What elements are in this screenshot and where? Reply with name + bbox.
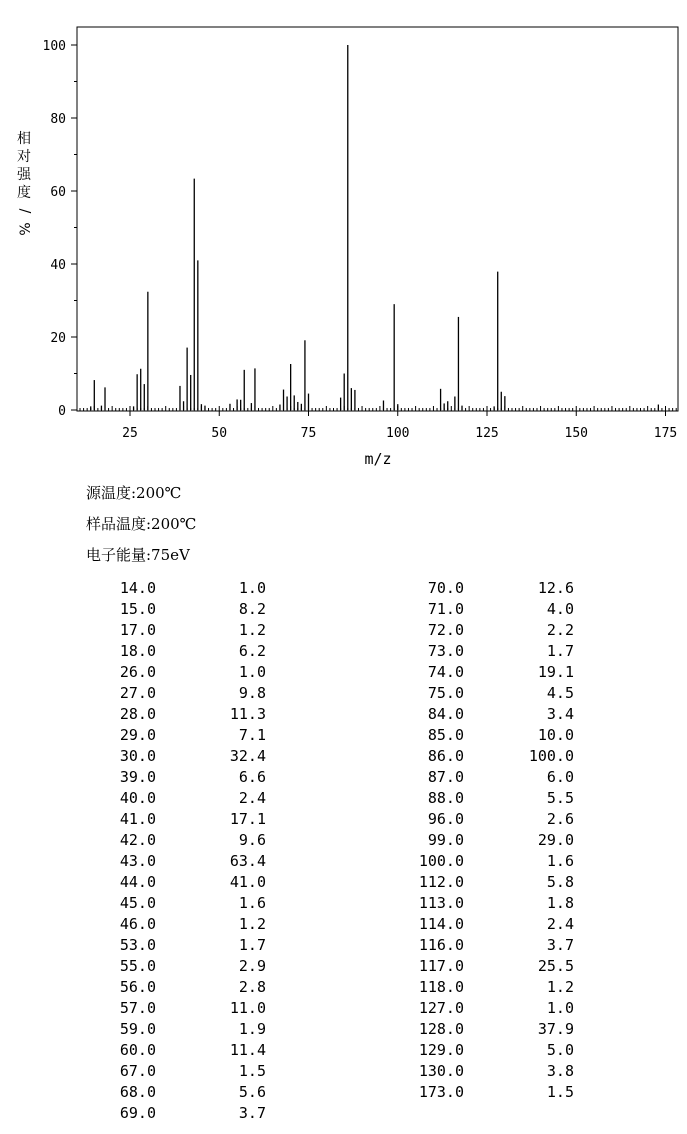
- peak-intensity: 19.1: [537, 663, 574, 681]
- peak-mz: 99.0: [427, 831, 464, 849]
- peak-row: [384, 788, 584, 809]
- peak-row: [384, 998, 584, 1019]
- peak-intensity: 10.0: [537, 726, 574, 744]
- peak-intensity: 4.0: [546, 600, 574, 618]
- peak-intensity: 2.8: [238, 978, 266, 996]
- peak-mz: 41.0: [119, 810, 156, 828]
- peak-intensity: 25.5: [537, 957, 574, 975]
- peak-intensity: 1.6: [546, 852, 574, 870]
- peak-intensity: 2.2: [546, 621, 574, 639]
- peak-row: [76, 893, 276, 914]
- peak-row: [384, 935, 584, 956]
- peak-row: [384, 977, 584, 998]
- peak-mz: 130.0: [418, 1062, 464, 1080]
- peak-mz: 113.0: [418, 894, 464, 912]
- y-tick-label: 20: [50, 331, 66, 346]
- y-label-char: 相: [17, 131, 31, 147]
- peak-mz: 15.0: [119, 600, 156, 618]
- peak-mz: 118.0: [418, 978, 464, 996]
- peak-mz: 74.0: [427, 663, 464, 681]
- peak-mz: 86.0: [427, 747, 464, 765]
- x-tick-label: 50: [211, 426, 228, 441]
- peak-intensity: 100.0: [528, 747, 574, 765]
- peak-mz: 26.0: [119, 663, 156, 681]
- peak-row: [76, 704, 276, 725]
- peak-row: [384, 1019, 584, 1040]
- peak-intensity: 1.0: [238, 663, 266, 681]
- peak-intensity: 1.5: [238, 1062, 266, 1080]
- y-label-char: 对: [17, 149, 31, 165]
- y-label-char: 度: [17, 185, 31, 201]
- x-tick-label: 175: [653, 426, 678, 441]
- peak-mz: 17.0: [119, 621, 156, 639]
- y-axis-label: [14, 130, 34, 238]
- peak-mz: 88.0: [427, 789, 464, 807]
- x-tick-label: 150: [564, 426, 588, 441]
- peak-row: [76, 620, 276, 641]
- y-tick-label: 40: [50, 258, 66, 273]
- peak-intensity: 1.7: [238, 936, 266, 954]
- peak-intensity: 2.9: [238, 957, 266, 975]
- peak-mz: 46.0: [119, 915, 156, 933]
- peak-mz: 39.0: [119, 768, 156, 786]
- x-axis-label: m/z: [364, 450, 392, 468]
- peak-row: [76, 662, 276, 683]
- peak-mz: 44.0: [119, 873, 156, 891]
- peak-mz: 75.0: [427, 684, 464, 702]
- x-tick-label: 25: [122, 426, 138, 441]
- peak-mz: 85.0: [427, 726, 464, 744]
- peak-row: [384, 704, 584, 725]
- peak-row: [76, 956, 276, 977]
- peak-intensity: 63.4: [229, 852, 266, 870]
- peak-intensity: 1.5: [546, 1083, 574, 1101]
- peak-intensity: 29.0: [537, 831, 574, 849]
- peak-mz: 69.0: [119, 1104, 156, 1122]
- peak-mz: 59.0: [119, 1020, 156, 1038]
- peak-mz: 57.0: [119, 999, 156, 1017]
- peak-intensity: 1.9: [238, 1020, 266, 1038]
- peak-row: [384, 809, 584, 830]
- peak-mz: 29.0: [119, 726, 156, 744]
- peak-intensity: 1.2: [238, 915, 266, 933]
- peak-intensity: 3.8: [546, 1062, 574, 1080]
- x-tick-label: 100: [386, 426, 410, 441]
- peak-row: [384, 1082, 584, 1103]
- peak-intensity: 12.6: [537, 579, 574, 597]
- peak-row: [76, 872, 276, 893]
- peak-row: [384, 1040, 584, 1061]
- peak-intensity: 11.0: [229, 999, 266, 1017]
- peak-intensity: 1.0: [238, 579, 266, 597]
- peak-intensity: 5.5: [546, 789, 574, 807]
- peak-row: [76, 1061, 276, 1082]
- peak-intensity: 2.4: [546, 915, 574, 933]
- peak-mz: 18.0: [119, 642, 156, 660]
- peak-row: [76, 683, 276, 704]
- peak-intensity: 9.8: [238, 684, 266, 702]
- peak-mz: 117.0: [418, 957, 464, 975]
- peak-mz: 84.0: [427, 705, 464, 723]
- peak-row: [384, 914, 584, 935]
- peak-row: [384, 851, 584, 872]
- peak-intensity: 5.6: [238, 1083, 266, 1101]
- peak-row: [384, 1061, 584, 1082]
- peak-intensity: 37.9: [537, 1020, 574, 1038]
- peak-intensity: 32.4: [229, 747, 266, 765]
- peak-intensity: 41.0: [229, 873, 266, 891]
- y-label-char: 强: [17, 167, 31, 183]
- peak-intensity: 5.0: [546, 1041, 574, 1059]
- peak-row: [76, 830, 276, 851]
- peak-row: [76, 767, 276, 788]
- peak-row: [76, 935, 276, 956]
- peak-row: [384, 830, 584, 851]
- peak-row: [384, 956, 584, 977]
- peak-row: [76, 977, 276, 998]
- peak-intensity: 9.6: [238, 831, 266, 849]
- peak-mz: 28.0: [119, 705, 156, 723]
- peak-mz: 60.0: [119, 1041, 156, 1059]
- x-minor-ticks: [80, 406, 676, 411]
- peak-table-right: [384, 578, 584, 1103]
- peak-mz: 116.0: [418, 936, 464, 954]
- peak-row: [76, 1082, 276, 1103]
- sample-temperature: 样品温度:200℃: [86, 515, 197, 533]
- peak-row: [384, 725, 584, 746]
- peak-intensity: 3.7: [238, 1104, 266, 1122]
- peak-intensity: 8.2: [238, 600, 266, 618]
- peak-mz: 30.0: [119, 747, 156, 765]
- peak-row: [384, 746, 584, 767]
- y-label-char: %: [16, 222, 32, 236]
- peak-mz: 45.0: [119, 894, 156, 912]
- peak-mz: 112.0: [418, 873, 464, 891]
- peak-intensity: 6.0: [546, 768, 574, 786]
- peak-intensity: 11.4: [229, 1041, 266, 1059]
- peak-mz: 14.0: [119, 579, 156, 597]
- peak-mz: 72.0: [427, 621, 464, 639]
- peak-intensity: 2.6: [546, 810, 574, 828]
- peak-intensity: 7.1: [238, 726, 266, 744]
- plot-frame: [77, 27, 678, 411]
- peak-intensity: 1.0: [546, 999, 574, 1017]
- peak-intensity: 6.6: [238, 768, 266, 786]
- electron-energy: 电子能量:75eV: [86, 546, 190, 564]
- y-axis-ticks: [43, 39, 77, 419]
- peak-row: [384, 767, 584, 788]
- peak-row: [76, 914, 276, 935]
- peak-intensity: 1.2: [238, 621, 266, 639]
- y-tick-label: 80: [50, 112, 66, 127]
- peak-intensity: 1.2: [546, 978, 574, 996]
- y-tick-label: 100: [42, 39, 66, 54]
- peak-mz: 40.0: [119, 789, 156, 807]
- peak-row: [384, 662, 584, 683]
- peak-row: [76, 641, 276, 662]
- peak-intensity: 2.4: [238, 789, 266, 807]
- mass-spectrum-chart: [0, 0, 687, 475]
- peak-intensity: 4.5: [546, 684, 574, 702]
- peak-row: [384, 683, 584, 704]
- x-tick-label: 125: [475, 426, 499, 441]
- peak-intensity: 6.2: [238, 642, 266, 660]
- peak-mz: 96.0: [427, 810, 464, 828]
- peak-intensity: 3.4: [546, 705, 574, 723]
- y-tick-label: 0: [58, 404, 66, 419]
- peak-row: [76, 746, 276, 767]
- peak-mz: 100.0: [418, 852, 464, 870]
- peak-intensity: 1.6: [238, 894, 266, 912]
- peak-intensity: 1.7: [546, 642, 574, 660]
- peak-mz: 73.0: [427, 642, 464, 660]
- peak-row: [76, 1103, 276, 1124]
- peak-bars: [91, 45, 659, 410]
- peak-row: [76, 788, 276, 809]
- peak-mz: 43.0: [119, 852, 156, 870]
- peak-mz: 68.0: [119, 1083, 156, 1101]
- peak-row: [384, 599, 584, 620]
- peak-intensity: 3.7: [546, 936, 574, 954]
- y-tick-label: 60: [50, 185, 66, 200]
- peak-row: [384, 641, 584, 662]
- y-label-char: /: [16, 208, 32, 214]
- peak-row: [76, 1040, 276, 1061]
- peak-intensity: 11.3: [229, 705, 266, 723]
- peak-row: [76, 578, 276, 599]
- peak-row: [384, 893, 584, 914]
- peak-mz: 127.0: [418, 999, 464, 1017]
- peak-row: [76, 851, 276, 872]
- peak-mz: 27.0: [119, 684, 156, 702]
- source-temperature: 源温度:200℃: [86, 484, 182, 502]
- peak-mz: 173.0: [418, 1083, 464, 1101]
- peak-mz: 56.0: [119, 978, 156, 996]
- peak-row: [384, 620, 584, 641]
- peak-intensity: 5.8: [546, 873, 574, 891]
- peak-mz: 42.0: [119, 831, 156, 849]
- peak-row: [76, 998, 276, 1019]
- peak-table-left: [76, 578, 276, 1124]
- peak-intensity: 1.8: [546, 894, 574, 912]
- peak-row: [76, 599, 276, 620]
- peak-mz: 114.0: [418, 915, 464, 933]
- peak-mz: 53.0: [119, 936, 156, 954]
- peak-mz: 129.0: [418, 1041, 464, 1059]
- peak-mz: 128.0: [418, 1020, 464, 1038]
- peak-mz: 70.0: [427, 579, 464, 597]
- peak-row: [76, 725, 276, 746]
- x-axis-ticks: [122, 411, 677, 441]
- peak-row: [76, 809, 276, 830]
- peak-mz: 87.0: [427, 768, 464, 786]
- x-tick-label: 75: [300, 426, 317, 441]
- peak-row: [76, 1019, 276, 1040]
- peak-row: [384, 872, 584, 893]
- peak-mz: 55.0: [119, 957, 156, 975]
- peak-mz: 71.0: [427, 600, 464, 618]
- peak-intensity: 17.1: [229, 810, 266, 828]
- peak-mz: 67.0: [119, 1062, 156, 1080]
- peak-row: [384, 578, 584, 599]
